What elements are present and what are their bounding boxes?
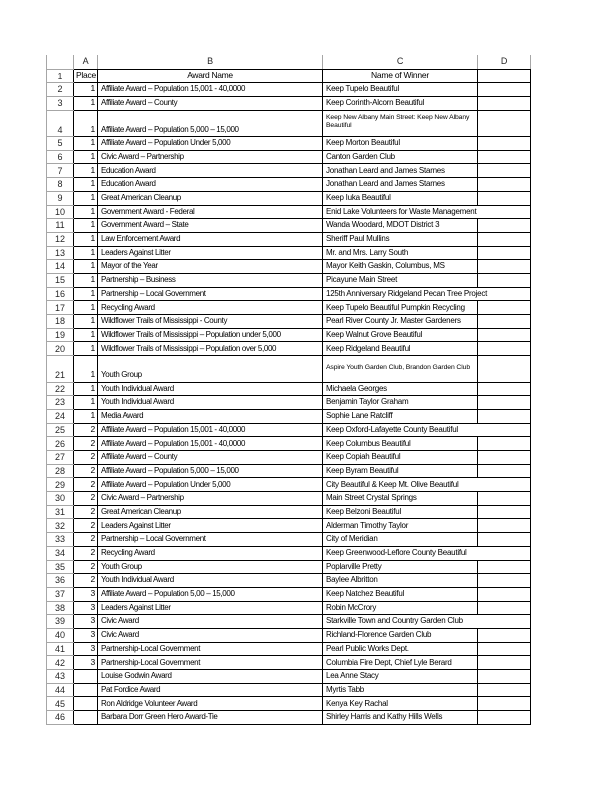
row-number-cell: 38 [47,601,74,615]
table-row-30 [47,492,531,506]
winner-cell: Lea Anne Stacy [323,670,478,684]
row-number-cell: 26 [47,437,74,451]
table-row-33 [47,533,531,547]
winner-cell: Canton Garden Club [323,150,478,164]
award-name-cell: Great American Cleanup [98,505,323,519]
row-number-cell: 41 [47,642,74,656]
row-number-cell: 17 [47,301,74,315]
award-name-cell: Affiliate Award – Population 5,000 – 15,000 [98,464,323,478]
empty-cell-d [478,492,531,506]
award-name-cell: Government Award – State [98,219,323,233]
table-row-37 [47,587,531,601]
place-cell: 3 [74,628,98,642]
winner-cell: Myrtis Tabb [323,683,478,697]
winner-cell: Keep Natchez Beautiful [323,587,478,601]
row-number-cell: 30 [47,492,74,506]
empty-cell-d [478,356,531,383]
column-letters [47,55,531,69]
row-number-cell: 35 [47,560,74,574]
winner-cell: City Beautiful & Keep Mt. Olive Beautiful [323,478,531,492]
winner-cell: Jonathan Leard and James Starnes [323,164,478,178]
place-cell: 1 [74,178,98,192]
award-name-cell: Affiliate Award – Population 15,001 - 40,0000 [98,437,323,451]
empty-cell-d [478,342,531,356]
table-row-39 [47,615,531,629]
place-cell [74,683,98,697]
table-row-19 [47,328,531,342]
winner-cell: Kenya Key Rachal [323,697,478,711]
winner-cell: Mr. and Mrs. Larry South [323,246,478,260]
winner-cell: Keep Belzoni Beautiful [323,505,478,519]
table-row-24 [47,409,531,423]
place-cell: 3 [74,615,98,629]
award-name-cell: Civic Award – Partnership [98,150,323,164]
place-cell: 1 [74,150,98,164]
empty-cell-d [478,301,531,315]
winner-cell: Keep Tupelo Beautiful [323,83,478,97]
winner-cell: Keep Walnut Grove Beautiful [323,328,478,342]
row-number-cell: 20 [47,342,74,356]
empty-cell-d [478,315,531,329]
place-cell: 1 [74,191,98,205]
empty-cell-d [478,396,531,410]
empty-cell-d [478,409,531,423]
empty-cell-d [478,219,531,233]
winner-cell: Aspire Youth Garden Club, Brandon Garden Club [323,356,478,383]
place-cell: 3 [74,601,98,615]
winner-cell: Robin McCrory [323,601,478,615]
place-cell: 2 [74,478,98,492]
award-name-cell: Recycling Award [98,546,323,560]
table-row-38 [47,601,531,615]
place-cell: 2 [74,437,98,451]
empty-cell-d [478,273,531,287]
winner-cell: 125th Anniversary Ridgeland Pecan Tree Project [323,287,531,301]
award-name-cell: Civic Award [98,615,323,629]
winner-cell: Michaela Georges [323,382,478,396]
row-number-cell: 3 [47,96,74,110]
row-number-cell: 44 [47,683,74,697]
empty-cell-d [478,191,531,205]
award-name-cell: Affiliate Award – Population 15,001 - 40,0000 [98,83,323,97]
empty-cell-d [478,628,531,642]
winner-cell: Pearl River County Jr. Master Gardeners [323,315,478,329]
empty-cell-d [478,150,531,164]
header-row [47,69,531,83]
empty-cell-d [478,83,531,97]
empty-cell-d [478,137,531,151]
row-number-cell: 5 [47,137,74,151]
award-name-cell: Louise Godwin Award [98,670,323,684]
winner-cell: Sophie Lane Ratcliff [323,409,478,423]
award-name-cell: Barbara Dorr Green Hero Award-Tie [98,711,323,725]
winner-cell: Shirley Harris and Kathy Hills Wells [323,711,478,725]
award-name-cell: Partnership – Local Government [98,533,323,547]
row-number-cell: 14 [47,260,74,274]
table-row-28 [47,464,531,478]
award-name-cell: Civic Award [98,628,323,642]
table-row-16 [47,287,531,301]
place-cell: 1 [74,96,98,110]
empty-cell-d [478,711,531,725]
table-row-26 [47,437,531,451]
winner-cell: Pearl Public Works Dept. [323,642,478,656]
winner-cell: Enid Lake Volunteers for Waste Management [323,205,531,219]
empty-cell-d [478,587,531,601]
award-name-cell: Great American Cleanup [98,191,323,205]
table-row-32 [47,519,531,533]
award-name-cell: Partnership – Business [98,273,323,287]
spreadsheet-table [46,55,531,725]
row-number-cell: 8 [47,178,74,192]
award-name-cell: Wildflower Trails of Mississippi – Population under 5,000 [98,328,323,342]
place-cell: 1 [74,232,98,246]
place-cell: 1 [74,219,98,233]
table-row-17 [47,301,531,315]
place-cell: 2 [74,464,98,478]
winner-cell: Main Street Crystal Springs [323,492,478,506]
award-name-cell: Affiliate Award – Population Under 5,000 [98,137,323,151]
winner-cell: Mayor Keith Gaskin, Columbus, MS [323,260,478,274]
place-cell: 2 [74,574,98,588]
table-row-2 [47,83,531,97]
row-number-cell: 7 [47,164,74,178]
column-letter-b: B [98,55,323,69]
empty-cell-d [478,96,531,110]
empty-cell-d [478,519,531,533]
award-name-cell: Government Award - Federal [98,205,323,219]
row-number-cell: 18 [47,315,74,329]
table-row-21 [47,356,531,383]
row-number-cell: 40 [47,628,74,642]
corner-cell [47,55,74,69]
winner-cell: Baylee Albritton [323,574,478,588]
table-row-8 [47,178,531,192]
table-row-11 [47,219,531,233]
table-row-5 [47,137,531,151]
empty-cell-d [478,260,531,274]
award-name-cell: Partnership-Local Government [98,656,323,670]
award-name-cell: Ron Aldridge Volunteer Award [98,697,323,711]
row-number-cell: 19 [47,328,74,342]
table-row-20 [47,342,531,356]
award-name-cell: Youth Individual Award [98,574,323,588]
table-row-13 [47,246,531,260]
empty-cell-d [478,505,531,519]
table-row-10 [47,205,531,219]
empty-cell-d [478,246,531,260]
row-number-cell: 36 [47,574,74,588]
row-number-cell: 28 [47,464,74,478]
table-row-27 [47,451,531,465]
table-row-34 [47,546,531,560]
empty-cell-d [478,683,531,697]
award-name-cell: Affiliate Award – Population 15,001 - 40,0000 [98,423,323,437]
winner-cell: Keep New Albany Main Street: Keep New Albany Beautiful [323,110,478,137]
table-row-25 [47,423,531,437]
winner-cell: Richland-Florence Garden Club [323,628,478,642]
column-letter-d: D [478,55,531,69]
table-row-35 [47,560,531,574]
place-cell: 1 [74,315,98,329]
empty-cell-d [478,601,531,615]
column-letter-c: C [323,55,478,69]
place-cell: 1 [74,396,98,410]
row-number-cell: 4 [47,110,74,137]
winner-cell: Alderman Timothy Taylor [323,519,478,533]
empty-cell-d [478,232,531,246]
award-name-cell: Affiliate Award – Population 5,00 – 15,000 [98,587,323,601]
row-number-cell: 24 [47,409,74,423]
place-cell: 2 [74,560,98,574]
row-number-cell: 33 [47,533,74,547]
table-row-9 [47,191,531,205]
place-cell: 2 [74,505,98,519]
award-name-cell: Law Enforcement Award [98,232,323,246]
award-name-cell: Youth Group [98,356,323,383]
table-row-3 [47,96,531,110]
award-name-cell: Pat Fordice Award [98,683,323,697]
award-name-cell: Affiliate Award – County [98,451,323,465]
place-cell: 1 [74,246,98,260]
place-cell: 1 [74,382,98,396]
row-number-cell: 15 [47,273,74,287]
place-cell: 2 [74,423,98,437]
place-cell: 1 [74,301,98,315]
place-cell: 1 [74,328,98,342]
table-row-4 [47,110,531,137]
winner-cell: Keep Tupelo Beautiful Pumpkin Recycling [323,301,478,315]
row-number-cell: 32 [47,519,74,533]
place-header-cell: Place [74,69,98,83]
row-number-cell: 12 [47,232,74,246]
place-cell [74,670,98,684]
place-cell: 1 [74,260,98,274]
empty-cell-d [478,178,531,192]
table-row-18 [47,315,531,329]
winner-cell: Poplarville Pretty [323,560,478,574]
table-row-31 [47,505,531,519]
winner-cell: Columbia Fire Dept, Chief Lyle Berard [323,656,478,670]
empty-cell-d [478,574,531,588]
row-number-cell: 46 [47,711,74,725]
empty-cell-d [478,642,531,656]
row-number-cell: 25 [47,423,74,437]
empty-cell-d [478,670,531,684]
table-row-23 [47,396,531,410]
award-name-cell: Youth Individual Award [98,382,323,396]
table-row-45 [47,697,531,711]
table-row-7 [47,164,531,178]
empty-cell-d [478,533,531,547]
table-row-44 [47,683,531,697]
award-name-cell: Recycling Award [98,301,323,315]
winner-cell: Keep Morton Beautiful [323,137,478,151]
award-name-cell: Wildflower Trails of Mississippi – Population over 5,000 [98,342,323,356]
table-row-29 [47,478,531,492]
row-number-cell: 9 [47,191,74,205]
row-number-cell: 45 [47,697,74,711]
winner-cell: Benjamin Taylor Graham [323,396,478,410]
empty-cell-d [478,382,531,396]
award-name-cell: Partnership-Local Government [98,642,323,656]
place-cell: 1 [74,356,98,383]
award-name-cell: Youth Individual Award [98,396,323,410]
sheet-rows [47,69,531,724]
award-name-cell: Youth Group [98,560,323,574]
award-name-cell: Affiliate Award – County [98,96,323,110]
place-cell: 1 [74,83,98,97]
empty-cell-d [478,464,531,478]
table-row-46 [47,711,531,725]
place-cell: 3 [74,656,98,670]
place-cell: 1 [74,409,98,423]
winner-header-cell: Name of Winner [323,69,478,83]
row-number-cell: 39 [47,615,74,629]
table-row-14 [47,260,531,274]
award-name-cell: Wildflower Trails of Mississippi - County [98,315,323,329]
place-cell: 3 [74,587,98,601]
row-number-cell: 42 [47,656,74,670]
empty-cell-d [478,560,531,574]
row-number-cell: 2 [47,83,74,97]
award-name-cell: Leaders Against Litter [98,519,323,533]
winner-cell: Keep Iuka Beautiful [323,191,478,205]
winner-cell: Starkville Town and Country Garden Club [323,615,531,629]
winner-cell: Jonathan Leard and James Starnes [323,178,478,192]
column-letter-a: A [74,55,98,69]
empty-cell-d [478,697,531,711]
place-cell: 1 [74,137,98,151]
award-name-cell: Affiliate Award – Population Under 5,000 [98,478,323,492]
row-number-cell: 16 [47,287,74,301]
row-number-cell: 37 [47,587,74,601]
row-number-cell: 13 [47,246,74,260]
row-number-cell: 43 [47,670,74,684]
place-cell: 3 [74,642,98,656]
table-row-40 [47,628,531,642]
table-row-43 [47,670,531,684]
place-cell: 2 [74,533,98,547]
winner-cell: Keep Greenwood-Leflore County Beautiful [323,546,531,560]
place-cell: 1 [74,273,98,287]
winner-cell: Keep Ridgeland Beautiful [323,342,478,356]
place-cell [74,697,98,711]
row-number-cell: 27 [47,451,74,465]
award-name-cell: Partnership – Local Government [98,287,323,301]
empty-cell-d [478,110,531,137]
column-letters-row [47,55,531,69]
award-name-cell: Education Award [98,178,323,192]
award-name-cell: Leaders Against Litter [98,601,323,615]
award-name-cell: Media Award [98,409,323,423]
winner-cell: Keep Copiah Beautiful [323,451,478,465]
table-row-41 [47,642,531,656]
place-cell: 2 [74,546,98,560]
place-cell: 2 [74,451,98,465]
winner-cell: Wanda Woodard, MDOT District 3 [323,219,478,233]
empty-cell-d [478,451,531,465]
place-cell: 2 [74,492,98,506]
place-cell: 1 [74,287,98,301]
table-row-36 [47,574,531,588]
place-cell: 1 [74,164,98,178]
row-number-cell: 22 [47,382,74,396]
row-number-cell: 10 [47,205,74,219]
place-cell: 1 [74,110,98,137]
row-number-cell: 21 [47,356,74,383]
empty-cell-d [478,656,531,670]
empty-cell-d [478,69,531,83]
award-name-header-cell: Award Name [98,69,323,83]
row-number-cell: 23 [47,396,74,410]
award-name-cell: Education Award [98,164,323,178]
row-number-cell: 6 [47,150,74,164]
table-row-6 [47,150,531,164]
table-row-12 [47,232,531,246]
row-number-cell: 34 [47,546,74,560]
winner-cell: Keep Corinth-Alcorn Beautiful [323,96,478,110]
row-number-cell: 11 [47,219,74,233]
place-cell [74,711,98,725]
winner-cell: Sheriff Paul Mullins [323,232,478,246]
row-number-cell: 1 [47,69,74,83]
award-name-cell: Affiliate Award – Population 5,000 – 15,000 [98,110,323,137]
table-row-42 [47,656,531,670]
place-cell: 1 [74,342,98,356]
winner-cell: Keep Columbus Beautiful [323,437,478,451]
place-cell: 2 [74,519,98,533]
empty-cell-d [478,164,531,178]
winner-cell: Keep Byram Beautiful [323,464,478,478]
row-number-cell: 31 [47,505,74,519]
winner-cell: Keep Oxford-Lafayette County Beautiful [323,423,531,437]
award-name-cell: Leaders Against Litter [98,246,323,260]
empty-cell-d [478,328,531,342]
award-name-cell: Mayor of the Year [98,260,323,274]
award-name-cell: Civic Award – Partnership [98,492,323,506]
row-number-cell: 29 [47,478,74,492]
empty-cell-d [478,437,531,451]
winner-cell: Picayune Main Street [323,273,478,287]
table-row-15 [47,273,531,287]
place-cell: 1 [74,205,98,219]
table-row-22 [47,382,531,396]
winner-cell: City of Meridian [323,533,478,547]
